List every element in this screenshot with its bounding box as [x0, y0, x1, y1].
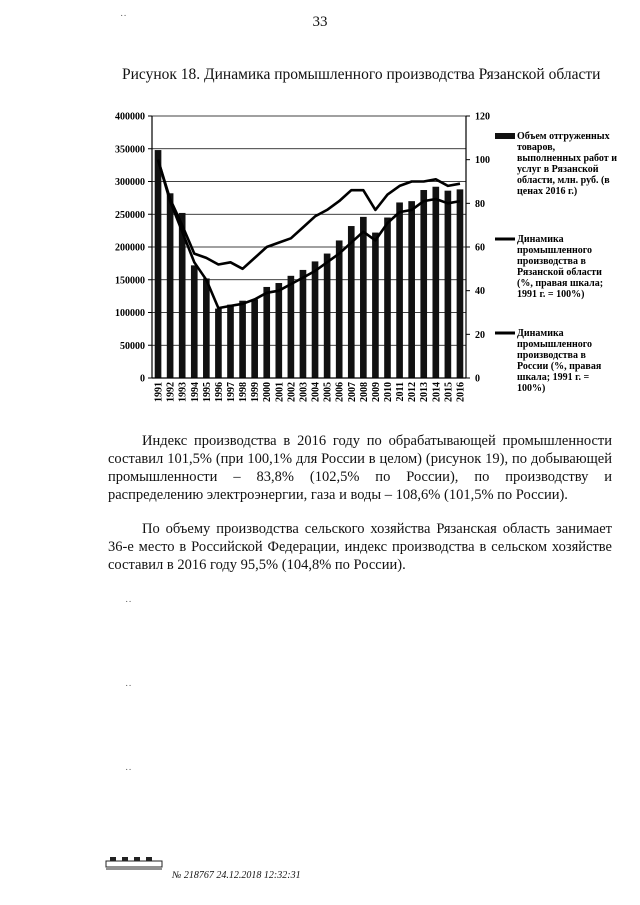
legend-entry-line: России (%, правая [517, 361, 602, 372]
legend-entry-line: (%, правая шкала; [517, 278, 604, 289]
x-tick-label: 1993 [177, 382, 189, 402]
x-tick-label: 2007 [346, 382, 358, 402]
x-tick-label: 1994 [189, 382, 201, 402]
legend-entry-line: производства в [517, 350, 586, 361]
legend-entry-line: ценах 2016 г.) [517, 186, 578, 197]
document-stamp: № 218767 24.12.2018 12:32:31 [172, 870, 301, 881]
x-tick-label: 2016 [455, 382, 467, 402]
bar [445, 191, 452, 378]
x-tick-label: 2001 [274, 382, 286, 402]
x-tick-label: 1997 [226, 382, 237, 402]
paragraph-1-text: Индекс производства в 2016 году по обрабатывающей промышленности составил 101,5% (при 100,1% для России в целом) (рисунок 19), по добывающей промышленности – 83,8% (102,5% по России), по производству и распределению электроэнергии, газа и воды – 108,6% (101,5% по России). [108, 433, 612, 503]
legend-entry-line: производства в [517, 256, 586, 267]
scan-mark: ˙˙ [125, 600, 132, 611]
legend-entry-line: 100%) [517, 383, 546, 394]
left-tick-label: 400000 [115, 111, 145, 123]
bar [420, 190, 427, 378]
x-tick-label: 2013 [419, 382, 431, 402]
x-tick-label: 2004 [310, 382, 322, 402]
x-tick-label: 2012 [407, 382, 419, 402]
legend-entry-line: промышленного [517, 245, 593, 256]
bar [227, 305, 234, 378]
paragraph-agriculture [108, 520, 612, 574]
left-tick-label: 50000 [120, 340, 145, 352]
bar [324, 254, 331, 378]
right-tick-label: 20 [475, 329, 485, 341]
figure-caption: Рисунок 18. Динамика промышленного производства Рязанской области [122, 66, 601, 83]
grid-lines [152, 116, 466, 378]
right-tick-label: 0 [475, 373, 480, 385]
bar [275, 283, 282, 378]
legend-entry-line: Динамика [517, 328, 564, 339]
x-tick-label: 2015 [443, 382, 455, 402]
right-tick-label: 80 [475, 198, 485, 210]
x-tick-label: 1992 [165, 382, 177, 402]
chart-legend [495, 131, 617, 394]
x-tick-label: 2014 [431, 382, 443, 402]
bar [372, 233, 379, 378]
scan-mark: ˙˙ [125, 684, 132, 695]
bar [203, 278, 210, 378]
x-tick-label: 1998 [238, 382, 250, 402]
x-tick-label: 2002 [286, 382, 298, 402]
legend-entry-line: 1991 г. = 100%) [517, 289, 585, 300]
bar [155, 150, 162, 378]
bar [300, 270, 307, 378]
left-tick-label: 250000 [115, 209, 145, 221]
right-tick-label: 60 [475, 242, 485, 254]
x-tick-label: 2000 [262, 382, 274, 402]
bar [360, 217, 367, 378]
x-tick-label: 2009 [370, 382, 382, 402]
right-tick-label: 40 [475, 286, 485, 298]
left-tick-label: 150000 [115, 275, 145, 287]
left-tick-label: 0 [140, 373, 145, 385]
x-tick-label: 2006 [334, 382, 346, 402]
bar [312, 261, 319, 378]
x-tick-label: 2008 [358, 382, 370, 402]
bar [432, 187, 439, 378]
left-tick-label: 100000 [115, 308, 145, 319]
bar [348, 226, 355, 378]
x-tick-label: 1996 [213, 382, 225, 402]
legend-entry-line: Динамика [517, 234, 564, 245]
bar [288, 276, 295, 378]
paragraph-production-index [108, 432, 612, 504]
left-tick-label: 300000 [115, 177, 145, 188]
left-tick-label: 350000 [115, 144, 145, 156]
industrial-production-chart [0, 100, 640, 420]
bar-series [155, 150, 464, 378]
x-tick-label: 2005 [322, 382, 334, 402]
legend-swatch-bars [495, 133, 515, 139]
right-tick-label: 100 [475, 155, 490, 167]
bar [215, 309, 222, 378]
bar [191, 265, 198, 378]
legend-entry-line: Объем отгруженных [517, 131, 610, 142]
bar [396, 202, 403, 378]
scan-mark: ˙˙ [125, 768, 132, 779]
page-number: 33 [312, 14, 328, 30]
bar [408, 201, 415, 378]
bar [336, 240, 343, 378]
legend-entry-line: области, млн. руб. (в [517, 175, 610, 186]
x-tick-label: 1995 [201, 382, 213, 402]
legend-entry-line: выполненных работ и [517, 153, 617, 164]
legend-entry-line: услуг в Рязанской [517, 164, 599, 175]
x-tick-label: 1999 [250, 382, 262, 402]
paragraph-2-text: По объему производства сельского хозяйства Рязанская область занимает 36-е место в Российской Федерации, индекс производства в сельском хозяйстве составил в 2016 году 95,5% (104,8% по России). [108, 521, 612, 573]
bar [263, 287, 270, 378]
document-logo [104, 855, 164, 871]
right-tick-label: 120 [475, 111, 490, 123]
x-tick-label: 2010 [383, 382, 394, 402]
legend-entry-line: товаров, [517, 142, 556, 153]
bar [167, 193, 174, 378]
x-tick-label: 2011 [395, 382, 407, 402]
bar [239, 301, 246, 378]
scan-mark: ˙˙ [120, 14, 127, 25]
x-tick-label: 2003 [298, 382, 310, 402]
bar [457, 189, 464, 378]
bar [384, 218, 391, 378]
legend-entry-line: шкала; 1991 г. = [517, 372, 590, 383]
bar [251, 299, 258, 378]
x-tick-label: 1991 [153, 382, 165, 402]
legend-entry-line: Рязанской области [517, 267, 602, 278]
legend-entry-line: промышленного [517, 339, 593, 350]
left-tick-label: 200000 [115, 242, 145, 254]
